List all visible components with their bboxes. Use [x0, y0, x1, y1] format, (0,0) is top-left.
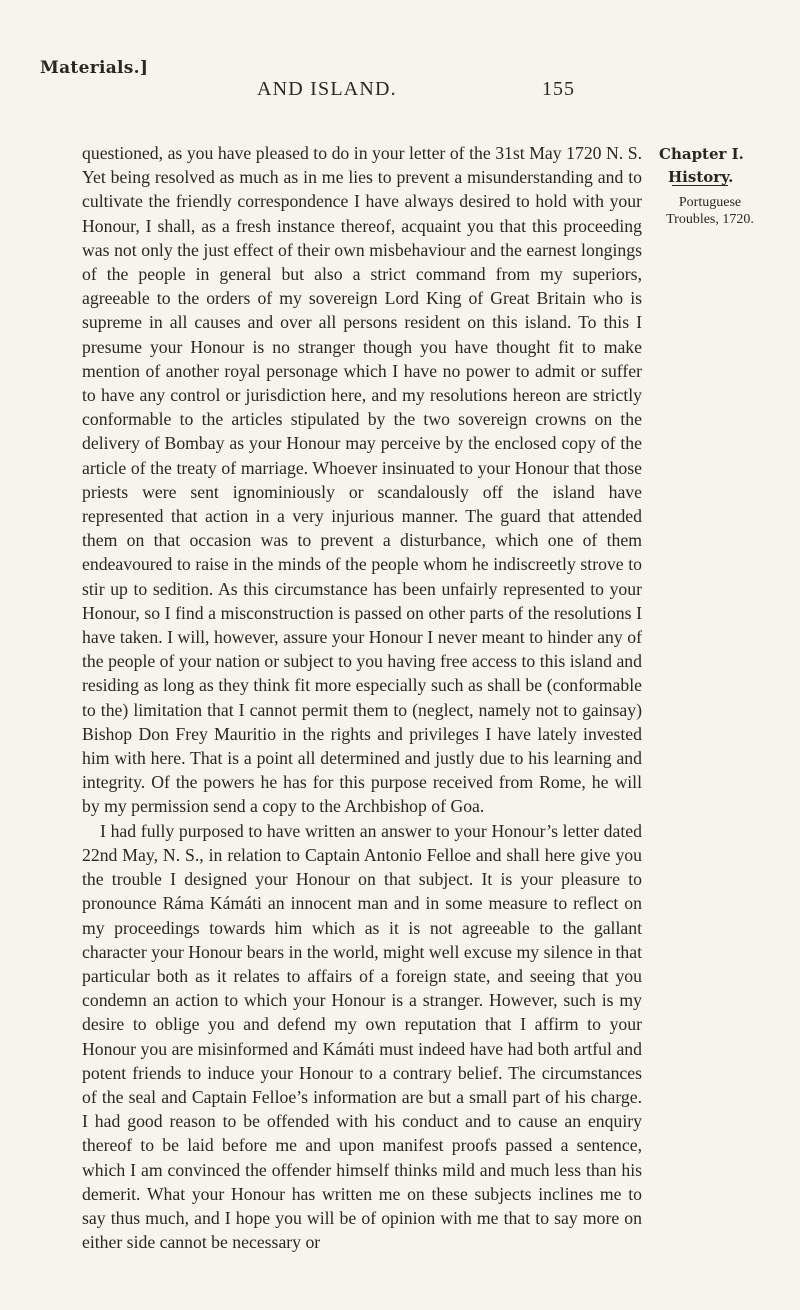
margin-divider: [672, 185, 728, 186]
page-number: 155: [542, 78, 575, 100]
paragraph-1: questioned, as you have pleased to do in your letter of the 31st May 1720 N. S. Yet being resolved as much as in me lies to prevent a misunderstanding and to cultivate the friendly correspondence I have always desired to hold with your Honour, I shall, as a fresh instance thereof, acquaint you that this proceeding was not only the just effect of their own misbehaviour and the earnest longings of the people in general but also a strict command from my superiors, agreeable to the orders of my sovereign Lord King of Great Britain who is supreme in all causes and over all persons resident on this island. To this I presume your Honour is no stranger though you have thought fit to make mention of another royal personage which I have no power to admit or suffer to have any control or jurisdiction here, and my resolutions hereon are strictly conformable to the articles stipulated by the two sovereign crowns on the delivery of Bombay as your Honour may perceive by the enclosed copy of the article of the treaty of marriage. Whoever insinuated to your Honour that those priests were sent ignominiously or scandalously off the island have represented that action in a very injurious manner. The guard that attended them on that occasion was to prevent a disturbance, which one of them endeavoured to raise in the minds of the people whom he indiscreetly strove to stir up to sedition. As this circumstance has been unfairly represented to your Honour, so I find a misconstruction is passed on other parts of the resolutions I have taken. I will, however, assure your Honour I never meant to hinder any of the people of your nation or subject to you having free access to this island and residing as long as they think fit more especially such as shall be (conformable to the) limitation that I cannot permit them to (neglect, namely not to gainsay) Bishop Don Frey Mauritio in the rights and privileges I have lately invested him with here. That is a point all determined and justly due to his learning and integrity. Of the powers he has for this purpose received from Rome, he will by my permission send a copy to the Archbishop of Goa.: [82, 143, 642, 817]
paragraph-2: I had fully purposed to have written an answer to your Honour’s letter dated 22nd May, N. S., in relation to Captain Antonio Felloe and shall here give you the trouble I designed your Honour on that subject. It is your pleasure to pronounce Ráma Kámáti an innocent man and in some measure to reflect on my proceedings towards him which as it is not agreeable to the gallant character your Honour bears in the world, might well excuse my silence in that particular both as it relates to affairs of a foreign state, and seeing that you condemn an action to which your Honour is a stranger. However, such is my desire to oblige you and defend my own reputation that I affirm to your Honour you are misinformed and Kámáti must indeed have had both artful and potent friends to induce your Honour to a contrary belief. The circumstances of the seal and Captain Felloe’s information are but a small part of his charge. I had good reason to be offended with his conduct and to cause an enquiry thereof to be laid before me and upon manifest proofs passed a sentence, which I am convinced the offender himself thinks mild and much less than his demerit. What your Honour has written me on these subjects inclines me to say thus much, and I hope you will be of opinion with me that to say more on either side cannot be necessary or: [82, 820, 642, 1253]
running-head-section: Materials.]: [40, 58, 149, 78]
margin-section-label: History.: [668, 168, 734, 186]
running-head-title: AND ISLAND.: [257, 78, 397, 100]
body-text: [82, 141, 642, 1254]
margin-chapter-label: Chapter I.: [659, 145, 744, 163]
margin-side-note: Portuguese Troubles, 1720.: [666, 195, 754, 227]
